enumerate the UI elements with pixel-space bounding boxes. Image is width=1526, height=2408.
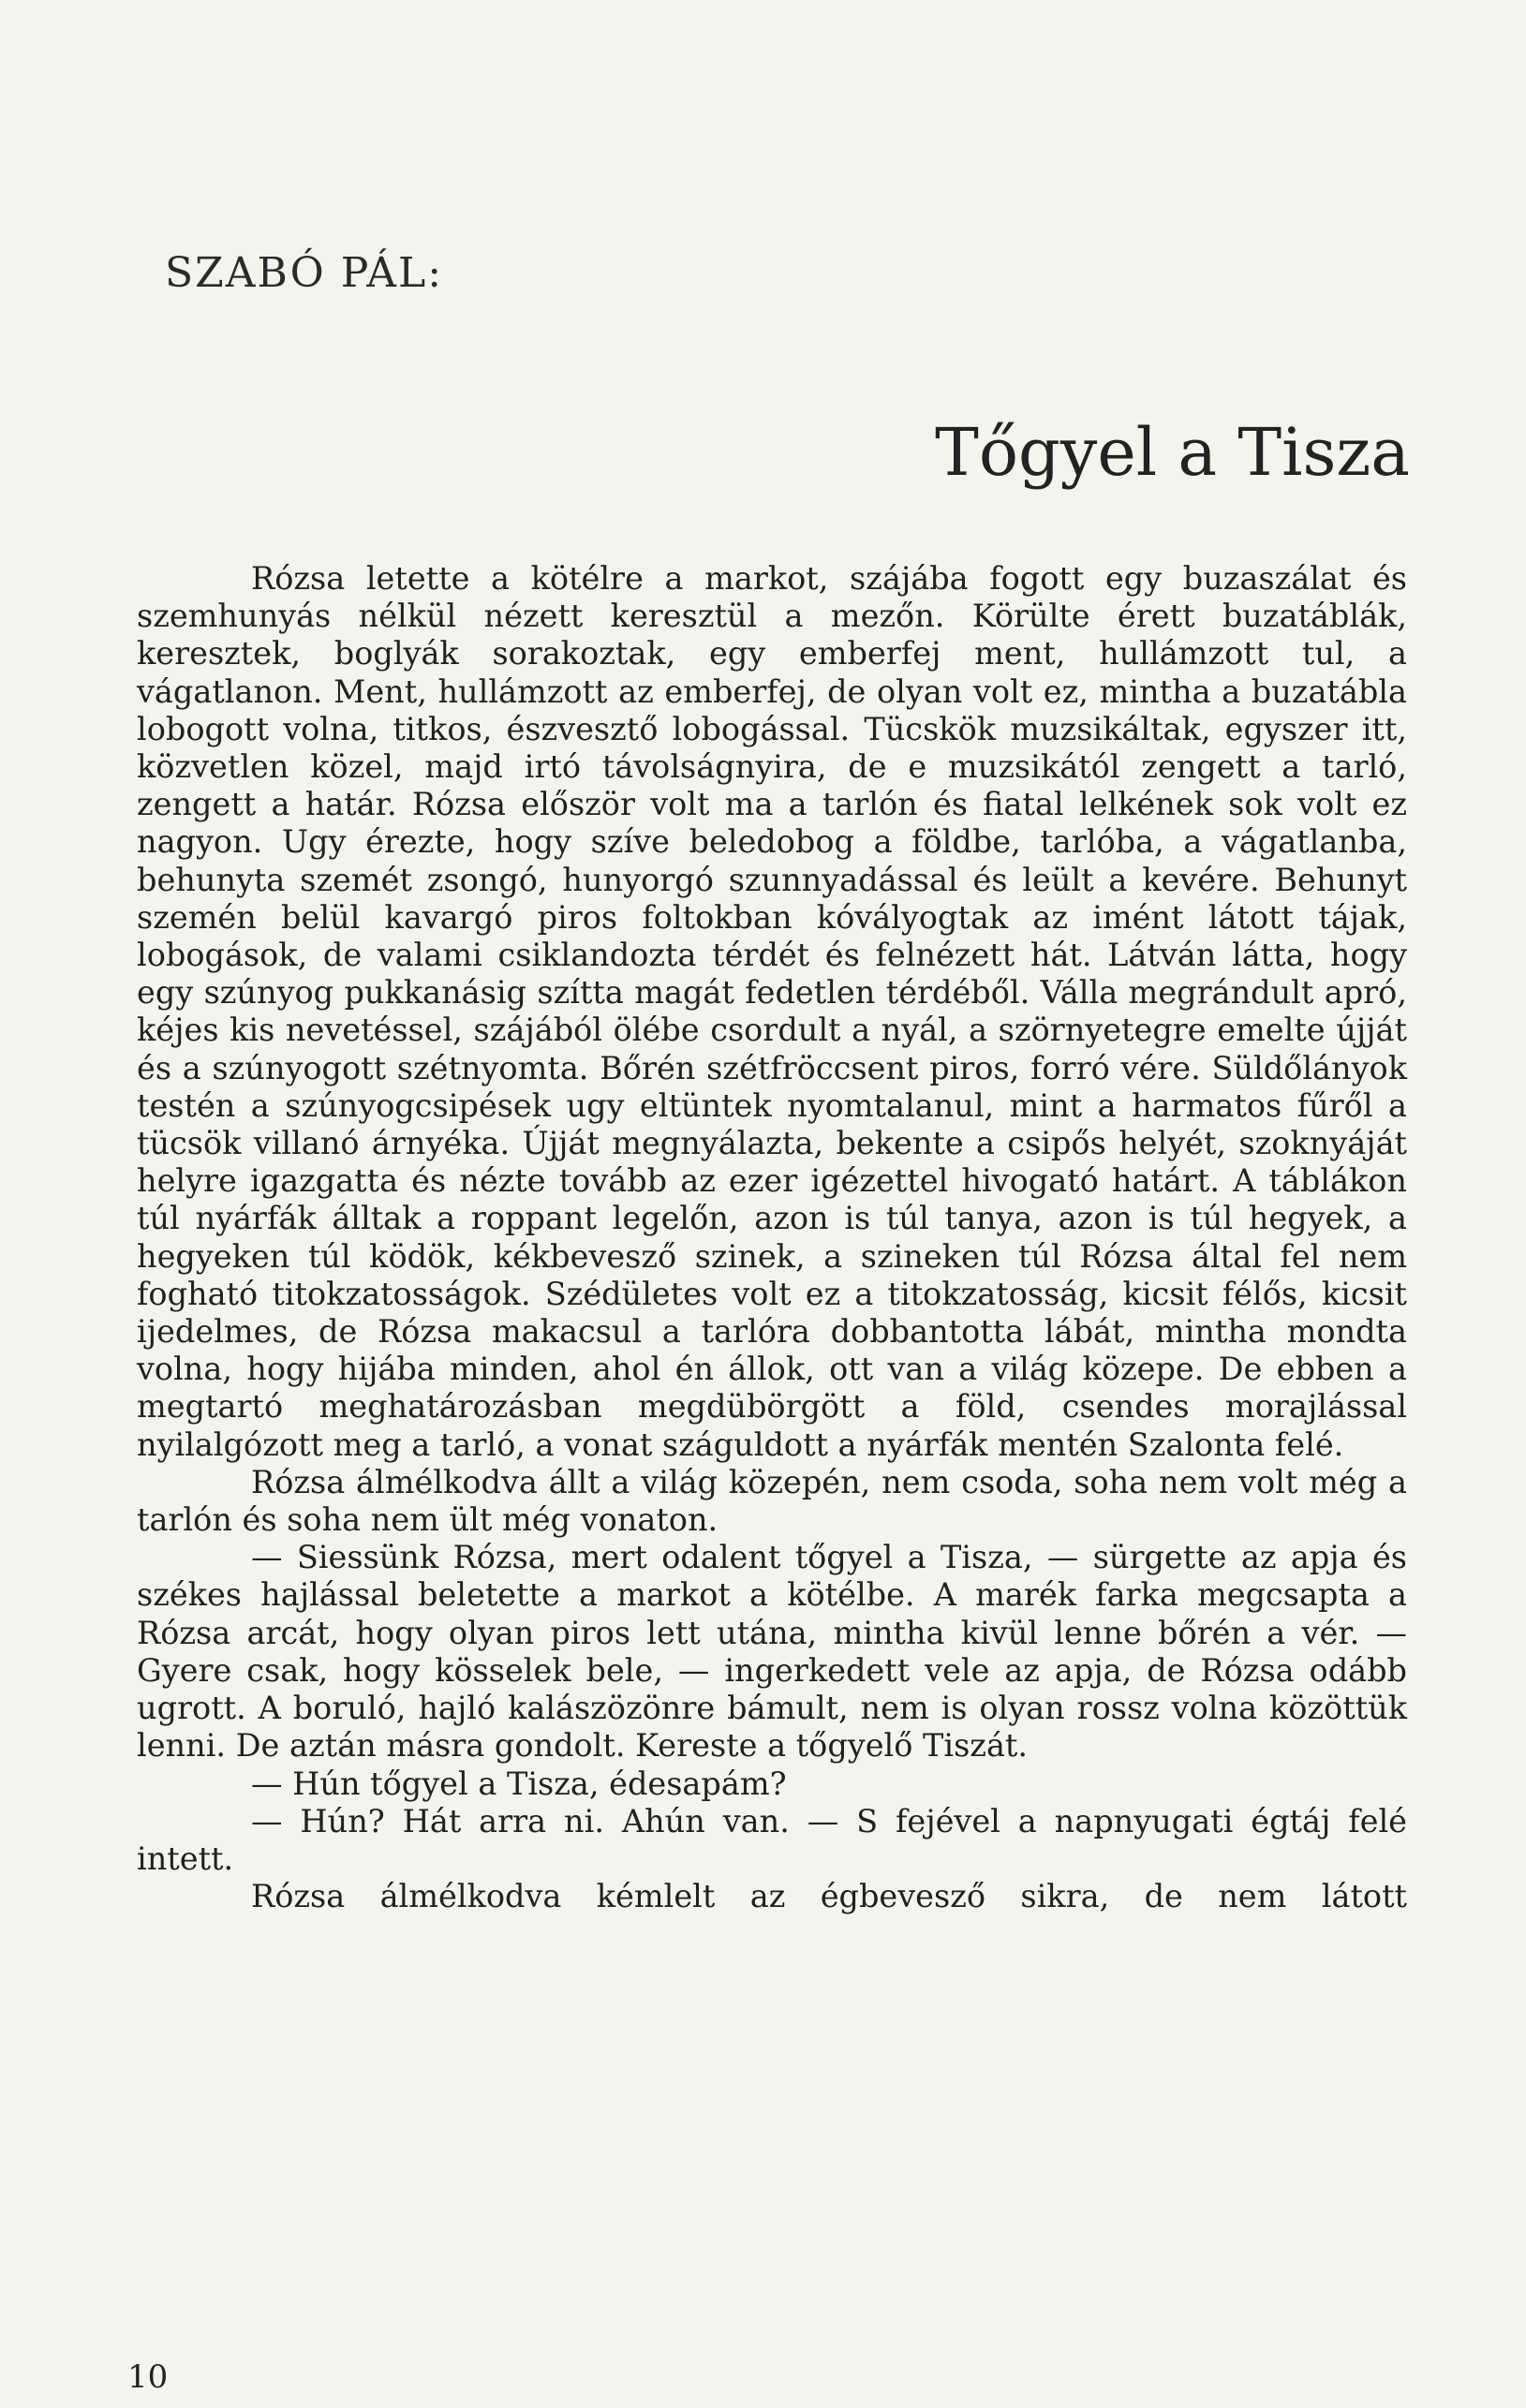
page-number: 10 [127,2358,169,2396]
paragraph-6: Rózsa álmélkodva kémlelt az égbevesző sikra, de nem látott [251,1878,1407,1915]
page-title: Tőgyel a Tisza [935,414,1410,491]
paragraph-5: — Hún? Hát arra ni. Ahún van. — S fejével a napnyugati égtáj felé intett. [137,1802,1407,1877]
paragraph-3: — Siessünk Rózsa, mert odalent tőgyel a Tisza, — sürgette az apja és székes hajlással beletette a markot a kötélbe. A marék farka megcsapta a Rózsa arcát, hogy olyan piros lett utána, mintha kivül lenne bőrén a vér. — Gyere csak, hogy kösselek bele, — ingerkedett vele az apja, de Rózsa odább ugrott. A boruló, hajló kalászözönre bámult, nem is olyan rossz volna közöttük lenni. De aztán másra gondolt. Kereste a tőgyelő Tiszát. [137,1539,1407,1765]
paragraph-4: — Hún tőgyel a Tisza, édesapám? [251,1765,787,1802]
body-text [137,560,1407,1915]
paragraph-1: Rózsa letette a kötélre a markot, szájába fogott egy buzaszálat és szemhunyás nélkül nézett keresztül a mezőn. Körülte érett buzatáblák, keresztek, boglyák sorakoztak, egy emberfej ment, hullámzott tul, a vágatlanon. Ment, hullámzott az emberfej, de olyan volt ez, mintha a buzatábla lobogott volna, titkos, észvesztő lobogással. Tücskök muzsikáltak, egyszer itt, közvetlen közel, majd irtó távolságnyira, de e muzsikától zengett a tarló, zengett a határ. Rózsa először volt ma a tarlón és fiatal lelkének sok volt ez nagyon. Ugy érezte, hogy szíve beledobog a földbe, tarlóba, a vágatlanba, behunyta szemét zsongó, hunyorgó szunnyadással és leült a kevére. Behunyt szemén belül kavargó piros foltokban kóvályogtak az imént látott tájak, lobogások, de valami csiklandozta térdét és felnézett hát. Látván látta, hogy egy szúnyog pukkanásig szítta magát fedetlen térdéből. Válla megrándult apró, kéjes kis nevetéssel, szájából ölébe csordult a nyál, a szörnyetegre emelte újját és a szúnyogott szétnyomta. Bőrén szétfröccsent piros, forró vére. Süldőlányok testén a szúnyogcsipések ugy eltüntek nyomtalanul, mint a harmatos fűről a tücsök villanó árnyéka. Újját megnyálazta, bekente a csipős helyét, szoknyáját helyre igazgatta és nézte tovább az ezer igézettel hivogató határt. A táblákon túl nyárfák álltak a roppant legelőn, azon is túl tanya, azon is túl hegyek, a hegyeken túl ködök, kékbevesző szinek, a szineken túl Rózsa által fel nem fogható titokzatosságok. Szédületes volt ez a titokzatosság, kicsit félős, kicsit ijedelmes, de Rózsa makacsul a tarlóra dobbantotta lábát, mintha mondta volna, hogy hijába minden, ahol én állok, ott van a világ közepe. De ebben a megtartó meghatározásban megdübörgött a föld, csendes morajlással nyilalgózott meg a tarló, a vonat száguldott a nyárfák mentén Szalonta felé. [137,560,1407,1463]
paragraph-2: Rózsa álmélkodva állt a világ közepén, nem csoda, soha nem volt még a tarlón és soha nem ült még vonaton. [137,1463,1407,1539]
author-name: SZABÓ PÁL: [165,249,444,297]
